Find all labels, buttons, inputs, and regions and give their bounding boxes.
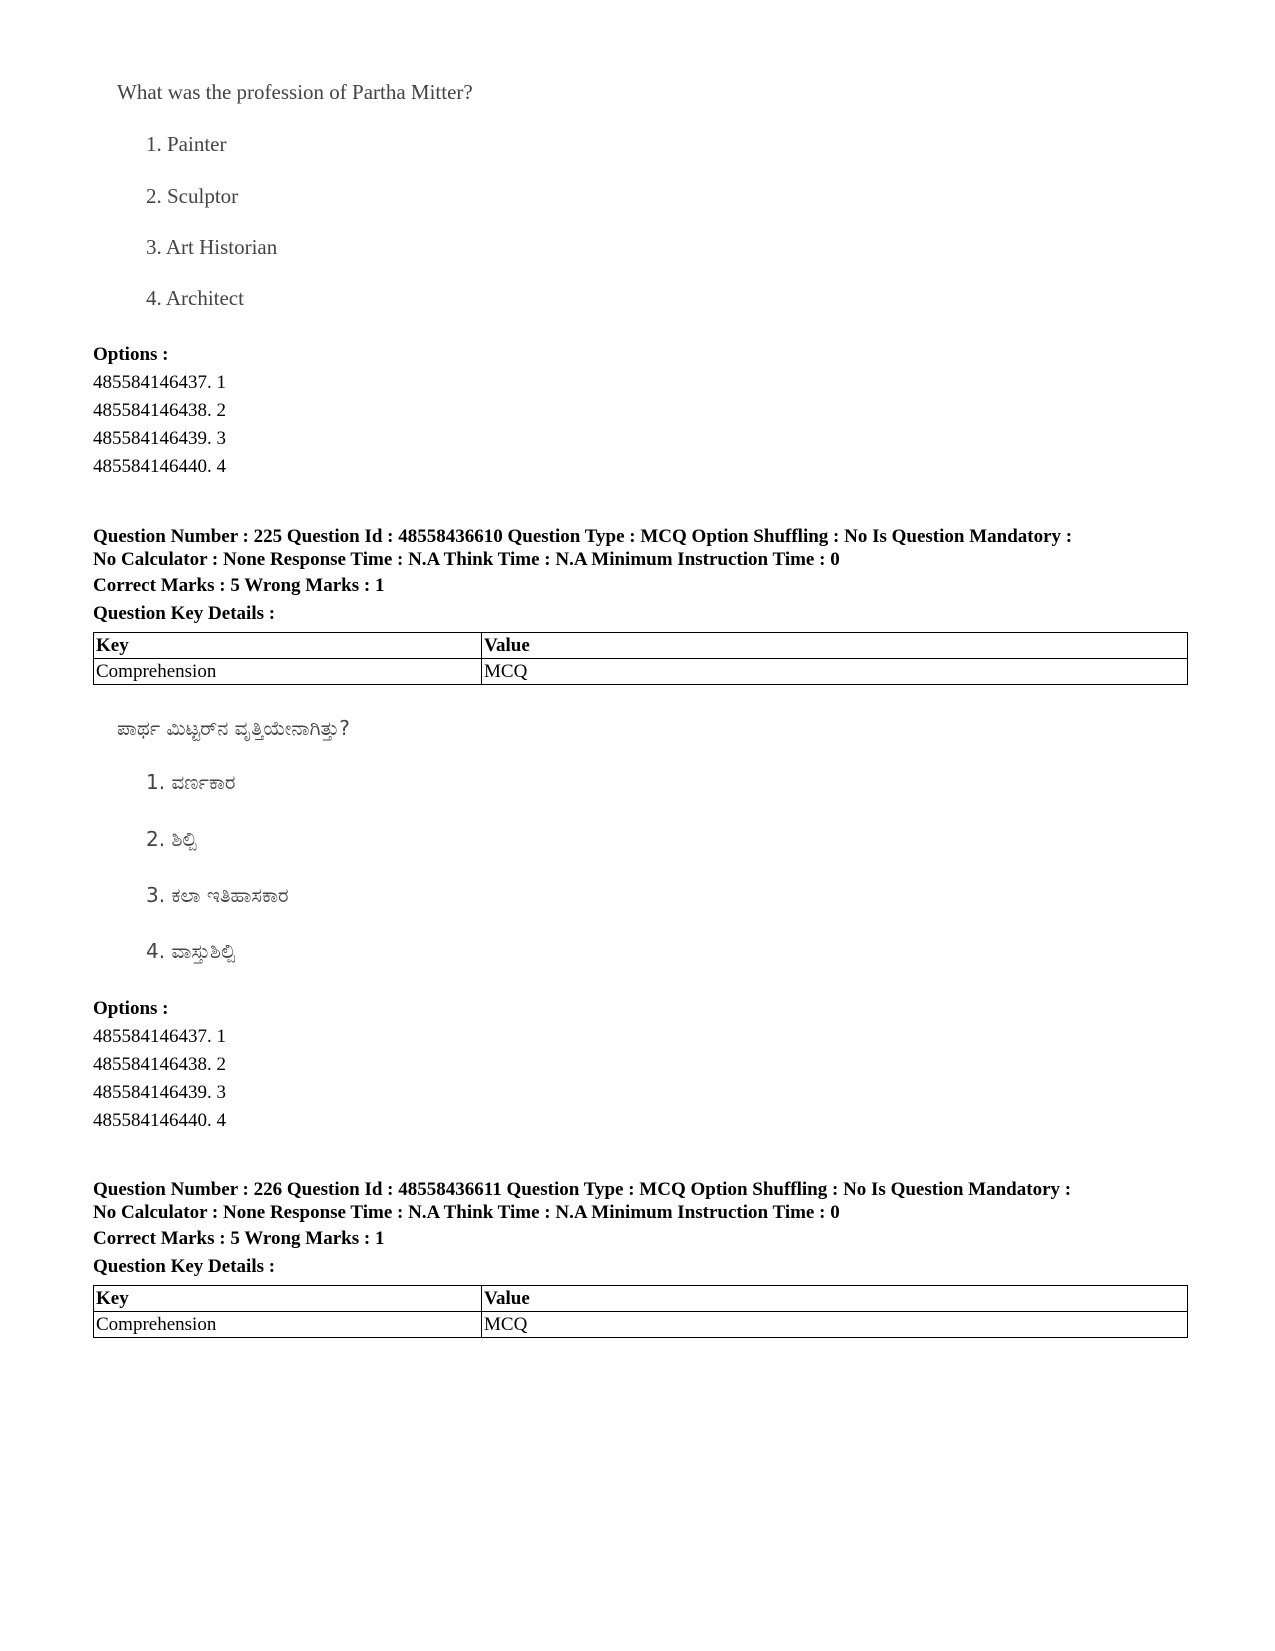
question-choice: 1. ವರ್ಣಕಾರ [146, 770, 236, 794]
option-item: 485584146440. 4 [93, 456, 226, 477]
option-item: 485584146440. 4 [93, 1110, 226, 1131]
question-text: What was the profession of Partha Mitter? [117, 80, 473, 104]
key-details-heading: Question Key Details : [93, 603, 276, 624]
question-choice: 2. Sculptor [146, 184, 239, 208]
question-image-english [93, 72, 513, 322]
question-choice: 2. ಶಿಲ್ಪಿ [146, 827, 197, 851]
key-details-table [93, 632, 1188, 685]
question-meta-line: Question Number : 225 Question Id : 48558436610 Question Type : MCQ Option Shuffling : No Is Question Mandatory : [93, 526, 1073, 547]
table-cell: MCQ [482, 659, 1188, 685]
question-text: ಪಾರ್ಥ ಮಿಟ್ಟರ್‌ನ ವೃತ್ತಿಯೇನಾಗಿತ್ತು? [117, 716, 350, 740]
table-header-cell: Value [482, 1286, 1188, 1312]
question-choice: 3. Art Historian [146, 235, 278, 259]
options-heading: Options : [93, 344, 169, 365]
table-cell: MCQ [482, 1312, 1188, 1338]
question-image-kannada [93, 712, 513, 977]
table-header-cell: Key [94, 1286, 482, 1312]
table-cell: Comprehension [94, 1312, 482, 1338]
key-details-table [93, 1285, 1188, 1338]
option-item: 485584146438. 2 [93, 1054, 226, 1075]
option-item: 485584146437. 1 [93, 372, 226, 393]
table-row [94, 659, 1188, 685]
table-cell: Comprehension [94, 659, 482, 685]
marks-line: Correct Marks : 5 Wrong Marks : 1 [93, 1228, 385, 1249]
key-details-heading: Question Key Details : [93, 1256, 276, 1277]
question-choice: 4. Architect [146, 286, 244, 310]
option-item: 485584146438. 2 [93, 400, 226, 421]
question-metadata [93, 525, 1183, 628]
table-row [94, 1312, 1188, 1338]
table-header-cell: Value [482, 633, 1188, 659]
question-meta-line: No Calculator : None Response Time : N.A Think Time : N.A Minimum Instruction Time : 0 [93, 1202, 840, 1223]
option-item: 485584146439. 3 [93, 428, 226, 449]
options-block [93, 341, 1183, 481]
options-block [93, 995, 1183, 1135]
option-item: 485584146439. 3 [93, 1082, 226, 1103]
question-choice: 4. ವಾಸ್ತುಶಿಲ್ಪಿ [146, 939, 236, 963]
table-header-cell: Key [94, 633, 482, 659]
table-header-row [94, 1286, 1188, 1312]
question-meta-line: No Calculator : None Response Time : N.A Think Time : N.A Minimum Instruction Time : 0 [93, 549, 840, 570]
option-item: 485584146437. 1 [93, 1026, 226, 1047]
marks-line: Correct Marks : 5 Wrong Marks : 1 [93, 575, 385, 596]
question-metadata [93, 1178, 1183, 1281]
question-choice: 1. Painter [146, 132, 227, 156]
options-heading: Options : [93, 998, 169, 1019]
question-meta-line: Question Number : 226 Question Id : 48558436611 Question Type : MCQ Option Shuffling : No Is Question Mandatory : [93, 1179, 1072, 1200]
table-header-row [94, 633, 1188, 659]
question-choice: 3. ಕಲಾ ಇತಿಹಾಸಕಾರ [146, 883, 289, 907]
